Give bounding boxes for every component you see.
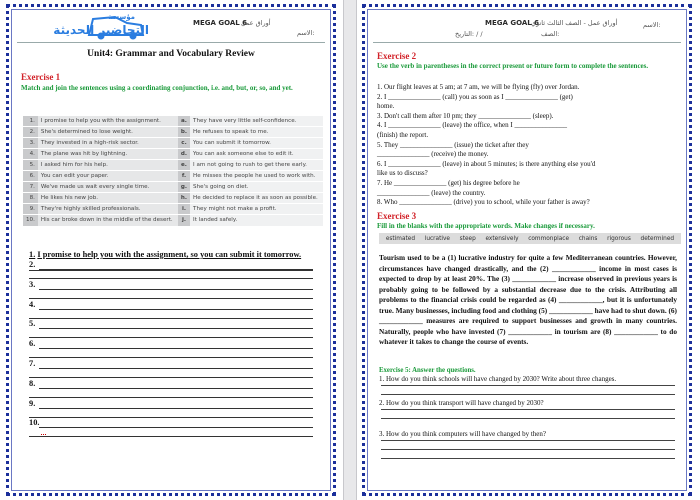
worksheet-page-left	[6, 4, 336, 496]
exercise2-sentence: home.	[377, 102, 395, 111]
match-sentence: He refuses to speak to me.	[190, 127, 323, 138]
exercise1-title: Exercise 1	[21, 72, 61, 82]
answer-number: 9.	[29, 398, 36, 408]
item-sentence: We've made us wait every single time.	[38, 182, 178, 193]
exercise5-question: 3. How do you think computers will have changed by then?	[379, 430, 546, 438]
word-bank-item: lucrative	[424, 235, 450, 242]
answer-line[interactable]	[381, 409, 675, 410]
exercise2-sentence: 1. Our flight leaves at 5 am; at 7 am, we will be flying (fly) over Jordan.	[377, 83, 580, 91]
item-number: 1.	[23, 116, 38, 127]
exercise2-sentence: like us to discuss?	[377, 169, 428, 178]
item-number: 8.	[23, 193, 38, 204]
item-sentence: She's determined to lose weight.	[38, 127, 178, 138]
answer-line[interactable]	[381, 458, 675, 459]
match-sentence: It landed safely.	[190, 215, 323, 226]
word-bank-item: rigorous	[607, 235, 631, 242]
item-number: 3.	[23, 138, 38, 149]
match-sentence: I am not going to rush to get there early.	[190, 160, 323, 171]
exercise3-paragraph: Tourism used to be a (1) lucrative industry for quite a few Mediterranean countries. However, circumstances have changed drastically, and the (2) ____________ income in most cases is expected to drop by at least 20%. The (3) ____________ increase observed in previous years is probably going to be followed by a substantial decrease due to the crisis. Attributing all problems to the financial crisis could be regarded as (4) ____________, but it is unfortunately true. Many businesses, including food and clothing (5) ____________ have had to shut down. (6) ____________ measures are required to support businesses and growth in many countries. Naturally, people who have invested (7) ____________ in tourism are (8) ____________ to do whatever it takes to change the course of events.	[379, 253, 677, 346]
answer-line[interactable]	[29, 298, 313, 299]
match-letter: e.	[178, 160, 190, 171]
item-number: 9.	[23, 204, 38, 215]
match-sentence: He misses the people he used to work with.	[190, 171, 323, 182]
answer-line[interactable]	[39, 328, 313, 329]
matching-row	[23, 171, 323, 182]
header-date-label: التاريخ: / /	[455, 30, 483, 38]
exercise5-question: 1. How do you think schools will have changed by 2030? Write about three changes.	[379, 375, 617, 383]
exercise2-sentence: 8. Who _______________ (drive) you to school, while your father is away?	[377, 198, 590, 207]
answer-number: 8.	[29, 378, 36, 388]
answer-line[interactable]	[381, 440, 675, 441]
answer-line[interactable]	[39, 309, 313, 310]
match-letter: j.	[178, 215, 190, 226]
item-number: 6.	[23, 171, 38, 182]
answer-line[interactable]	[29, 337, 313, 338]
exercise3-title: Exercise 3	[377, 211, 417, 221]
answer-number: 4.	[29, 299, 36, 309]
match-sentence: You can ask someone else to edit it.	[190, 149, 323, 160]
item-number: 4.	[23, 149, 38, 160]
item-number: 2.	[23, 127, 38, 138]
answer-line[interactable]	[381, 449, 675, 450]
word-bank-item: extensively	[485, 235, 519, 242]
spelling-underline	[41, 433, 46, 435]
match-letter: b.	[178, 127, 190, 138]
answer-line[interactable]	[39, 368, 313, 369]
answer-line-rule	[29, 270, 313, 271]
header-brand-right: MEGA GOAL 6	[485, 19, 540, 27]
item-sentence: He likes his new job.	[38, 193, 178, 204]
unit-title: Unit4: Grammar and Vocabulary Review	[87, 49, 255, 59]
matching-row	[23, 204, 323, 215]
match-sentence: She's going on diet.	[190, 182, 323, 193]
answer-line[interactable]	[381, 394, 675, 395]
matching-row	[23, 160, 323, 171]
answer-number: 6.	[29, 339, 36, 349]
match-sentence: You can submit it tomorrow.	[190, 138, 323, 149]
match-letter: f.	[178, 171, 190, 182]
word-bank-item: estimated	[385, 235, 416, 242]
header-name-label-right: الاسم:	[643, 21, 661, 29]
item-sentence: I asked him for his help.	[38, 160, 178, 171]
exercise2-sentence: 2. I _______________ (call) you as soon as I _______________ (get)	[377, 92, 573, 101]
exercise5-title: Exercise 5: Answer the questions.	[379, 367, 476, 374]
answer-line[interactable]	[39, 269, 313, 270]
header-brand: MEGA GOAL 6	[193, 19, 248, 27]
header-subject-right: أوراق عمل - الصف الثالث ثانوي	[531, 19, 618, 27]
matching-row	[23, 193, 323, 204]
match-letter: g.	[178, 182, 190, 193]
matching-row	[23, 149, 323, 160]
word-bank-item: determined	[640, 235, 675, 242]
logo-subtitle: مؤسسة	[108, 13, 135, 21]
answer-number: 10.	[29, 418, 40, 428]
answer-line[interactable]	[29, 357, 313, 358]
exercise2-sentence: (finish) the report.	[377, 131, 429, 139]
matching-row	[23, 182, 323, 193]
item-sentence: They invested in a high-risk sector.	[38, 138, 178, 149]
item-sentence: You can edit your paper.	[38, 171, 178, 182]
answer-line[interactable]	[39, 427, 313, 428]
answer-line[interactable]	[29, 397, 313, 398]
match-sentence: He decided to replace it as soon as possible.	[190, 193, 323, 204]
item-number: 5.	[23, 160, 38, 171]
item-sentence: His car broke down in the middle of the desert.	[38, 215, 178, 226]
answer-line[interactable]	[39, 388, 313, 389]
answer-line[interactable]	[29, 278, 313, 279]
answer-line[interactable]	[29, 436, 313, 437]
header-class-label: الصف:	[541, 30, 560, 38]
match-letter: c.	[178, 138, 190, 149]
exercise2-sentence: _______________ (receive) the money.	[377, 150, 489, 159]
match-sentence: They have very little self-confidence.	[190, 116, 323, 127]
answer-line[interactable]	[39, 408, 313, 409]
answer-line[interactable]	[39, 289, 313, 290]
match-letter: d.	[178, 149, 190, 160]
answer-line[interactable]	[381, 385, 675, 386]
exercise5-question: 2. How do you think transport will have changed by 2030?	[379, 399, 544, 407]
exercise3-instruction: Fill in the blanks with the appropriate words. Make changes if necessary.	[377, 222, 595, 230]
answer-1-text: I promise to help you with the assignment, so you can submit it tomorrow.	[37, 250, 302, 259]
exercise2-sentence: 7. He _______________ (get) his degree before he	[377, 179, 520, 187]
match-letter: a.	[178, 116, 190, 127]
header-name-label: الاسم:	[297, 29, 315, 37]
answer-line[interactable]	[29, 318, 313, 319]
match-sentence: They might not make a profit.	[190, 204, 323, 215]
matching-table	[23, 115, 323, 226]
exercise2-sentence: 6. I _______________ (leave) in about 5 minutes; is there anything else you'd	[377, 159, 596, 168]
word-bank-item: chains	[578, 235, 598, 242]
word-bank-item: commonplace	[528, 235, 570, 242]
header-subject: أوراق عمل	[241, 19, 271, 27]
item-number: 10.	[23, 215, 38, 226]
exercise1-instruction: Match and join the sentences using a coordinating conjunction, i.e. and, but, or, so, and yet.	[21, 84, 293, 92]
answer-number: 3.	[29, 279, 36, 289]
page-gutter	[343, 0, 357, 500]
matching-row	[23, 127, 323, 138]
matching-row	[23, 116, 323, 127]
exercise2-title: Exercise 2	[377, 51, 417, 61]
match-letter: i.	[178, 204, 190, 215]
item-sentence: I promise to help you with the assignment.	[38, 116, 178, 127]
answer-line[interactable]	[39, 348, 313, 349]
item-number: 7.	[23, 182, 38, 193]
answer-number: 2.	[29, 260, 36, 269]
answer-number: 5.	[29, 319, 36, 329]
answer-number: 7.	[29, 359, 36, 368]
answer-line[interactable]	[29, 417, 313, 418]
matching-row	[23, 215, 323, 226]
page-header	[17, 15, 325, 43]
logo-title: التحاضير الحديثة	[53, 23, 149, 37]
exercise2-instruction: Use the verb in parentheses in the correct present or future form to complete the sentences.	[377, 62, 649, 70]
exercise2-sentence: _______________ (leave) the country.	[377, 188, 486, 197]
answer-line[interactable]	[29, 377, 313, 378]
page-header-right	[373, 15, 681, 43]
worksheet-page-right	[362, 4, 692, 496]
answer-line-1	[29, 250, 301, 259]
matching-row	[23, 138, 323, 149]
exercise2-sentence: 3. Don't call them after 10 pm; they _______________ (sleep).	[377, 111, 554, 120]
exercise2-sentence: 4. I _______________ (leave) the office, when I _______________	[377, 121, 567, 130]
answer-1-number: 1.	[29, 250, 36, 259]
word-bank	[379, 233, 681, 244]
match-letter: h.	[178, 193, 190, 204]
publisher-logo	[23, 13, 153, 47]
item-sentence: The plane was hit by lightning.	[38, 149, 178, 160]
word-bank-item: steep	[459, 235, 476, 242]
item-sentence: They're highly skilled professionals.	[38, 204, 178, 215]
exercise2-sentence: 5. They _______________ (issue) the ticket after they	[377, 140, 529, 149]
answer-line[interactable]	[381, 418, 675, 419]
